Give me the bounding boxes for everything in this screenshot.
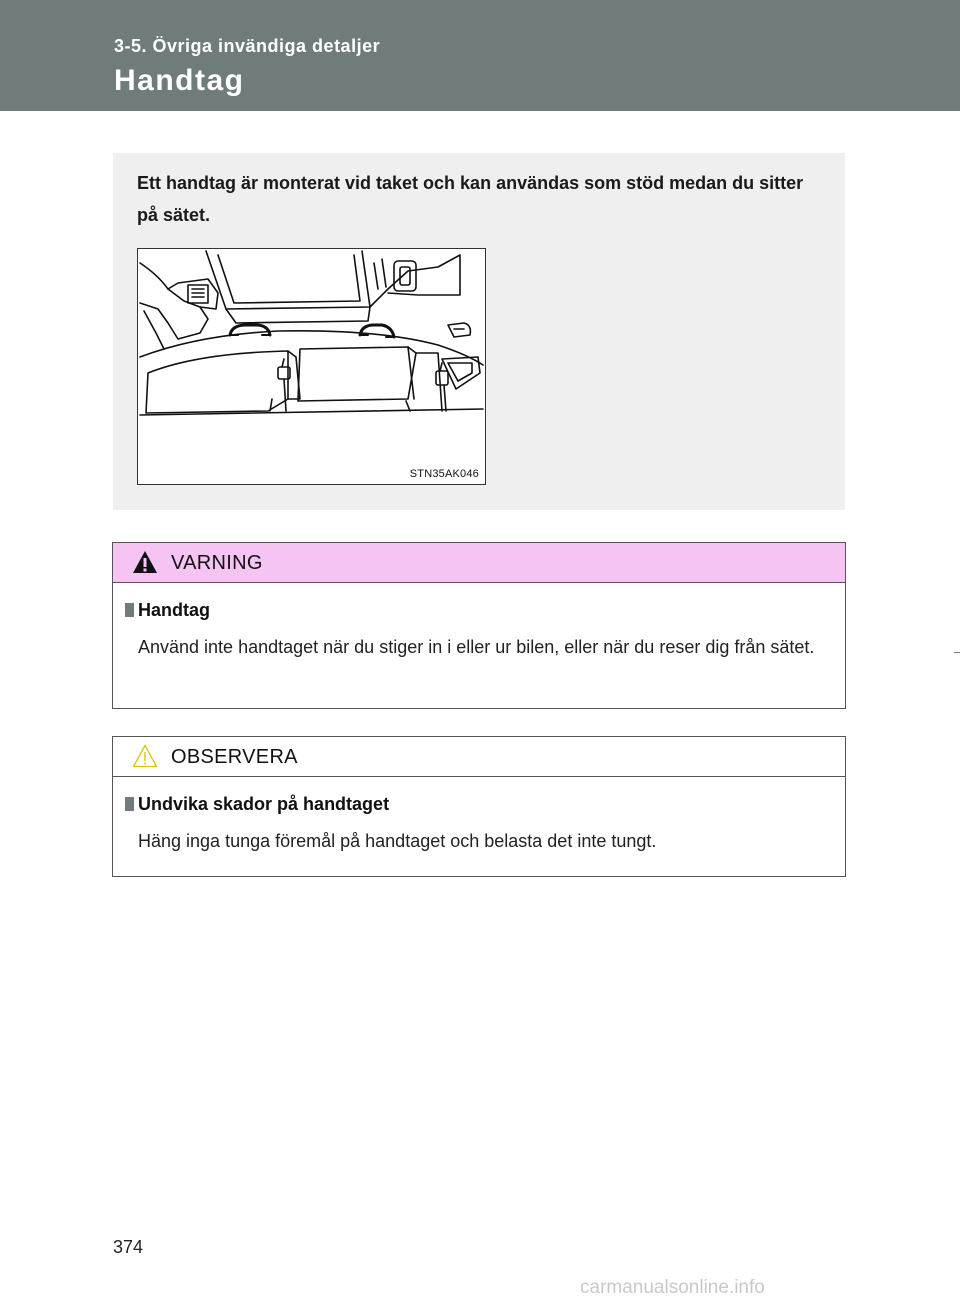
warning-item-text: Använd inte handtaget när du stiger in i eller ur bilen, eller när du reser dig från sätet.: [138, 637, 815, 657]
caution-title: OBSERVERA: [171, 746, 298, 768]
warning-item-title: Handtag: [138, 600, 210, 620]
section-label: 3-5. Övriga invändiga detaljer: [114, 36, 381, 56]
watermark: carmanualsonline.info: [580, 1277, 765, 1298]
page-title: Handtag: [114, 64, 245, 97]
figure-code: STN35AK046: [409, 468, 479, 480]
warning-triangle-icon: [132, 550, 158, 574]
square-bullet-icon: [125, 797, 134, 811]
crop-mark: [954, 8, 960, 9]
caution-item-text: Häng inga tunga föremål på handtaget och belasta det inte tungt.: [138, 831, 657, 851]
caution-triangle-icon: [132, 744, 158, 768]
assist-grip-illustration: [137, 248, 486, 485]
crop-mark: [954, 22, 960, 23]
caution-item-title: Undvika skador på handtaget: [138, 794, 390, 814]
caution-box: [112, 736, 846, 877]
chapter-header: [0, 0, 960, 111]
warning-title: VARNING: [171, 552, 263, 574]
warning-box: [112, 542, 846, 709]
page-number: 374: [113, 1237, 144, 1257]
square-bullet-icon: [125, 603, 134, 617]
crop-mark: [954, 652, 960, 653]
warning-header: [113, 543, 845, 583]
intro-box: [113, 153, 845, 510]
car-interior-drawing: [138, 249, 485, 484]
caution-header: [113, 737, 845, 777]
intro-text: Ett handtag är monterat vid taket och kan användas som stöd medan du sitter på sätet.: [137, 173, 804, 225]
